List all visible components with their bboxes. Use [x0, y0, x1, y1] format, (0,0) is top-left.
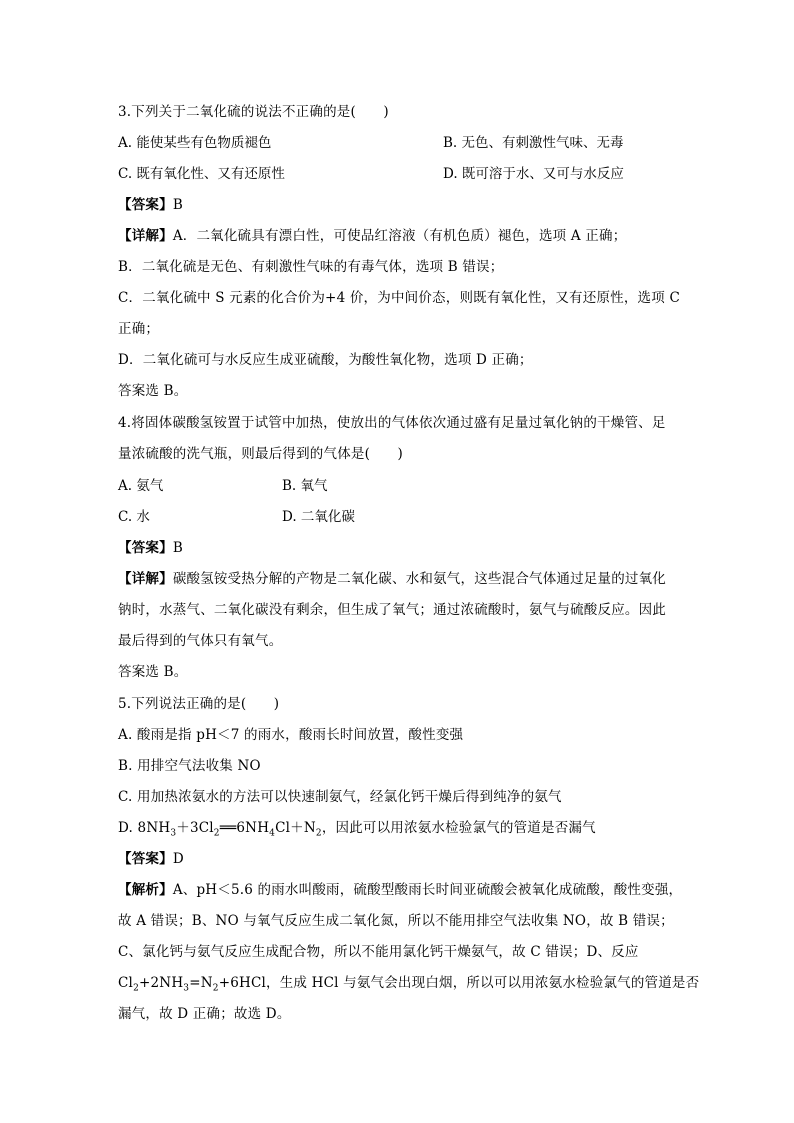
eq-sub: 2 — [133, 983, 139, 994]
q5-stem: 5.下列说法正确的是( ) — [118, 696, 280, 712]
eq-sub: 2 — [315, 828, 322, 839]
q4-detail-line-3: 最后得到的气体只有氧气。 — [118, 633, 283, 649]
q4-answer — [118, 538, 183, 558]
eq-part: =N — [189, 975, 213, 991]
q4-option-b: B. 氧气 — [282, 478, 328, 494]
q5-option-d — [118, 818, 596, 838]
eq-part: D. 8NH — [118, 820, 171, 836]
eq-sub: 2 — [212, 983, 219, 994]
eq-part: Cl — [118, 975, 134, 991]
detail-label: 【详解】 — [118, 571, 173, 587]
detail-label: 【详解】 — [118, 228, 173, 244]
q3-detail-line-5: D．二氧化硫可与水反应生成亚硫酸，为酸性氧化物，选项 D 正确； — [118, 352, 533, 368]
q5-detail-line-4 — [118, 973, 699, 993]
detail-text: A．二氧化硫具有漂白性，可使品红溶液（有机色质）褪色，选项 A 正确； — [172, 228, 627, 244]
q3-detail-line-2: B．二氧化硫是无色、有刺激性气味的有毒气体，选项 B 错误； — [118, 259, 504, 275]
q4-conclusion: 答案选 B。 — [118, 664, 188, 680]
q3-option-b: B. 无色、有刺激性气味、无毒 — [443, 135, 624, 151]
q3-stem: 3.下列关于二氧化硫的说法不正确的是( ) — [118, 104, 389, 120]
answer-label: 【答案】 — [118, 540, 173, 556]
eq-sub: 2 — [213, 828, 220, 839]
q4-detail-line-1 — [118, 569, 666, 589]
eq-part: ，因此可以用浓氨水检验氯气的管道是否漏气 — [321, 820, 596, 836]
eq-part: +6HCl，生成 HCl 与氨气会出现白烟，所以可以用浓氨水检验氯气的管道是否 — [218, 975, 700, 991]
q5-detail-line-3: C、氯化钙与氨气反应生成配合物，所以不能用氯化钙干燥氨气，故 C 错误；D、反应 — [118, 944, 639, 960]
eq-sub: 4 — [269, 828, 276, 839]
q5-detail-line-5: 漏气，故 D 正确；故选 D。 — [118, 1006, 291, 1022]
q3-option-a: A. 能使某些有色物质褪色 — [118, 135, 272, 151]
eq-sub: 3 — [170, 828, 177, 839]
q4-detail-line-2: 钠时，水蒸气、二氧化碳没有剩余，但生成了氧气；通过浓硫酸时，氨气与硫酸反应。因此 — [118, 602, 666, 618]
q4-option-c: C. 水 — [118, 509, 150, 525]
q4-stem-line-2: 量浓硫酸的洗气瓶，则最后得到的气体是( ) — [118, 446, 403, 462]
q5-answer — [118, 849, 184, 869]
detail-text: 碳酸氢铵受热分解的产物是二氧化碳、水和氨气，这些混合气体通过足量的过氧化 — [172, 571, 667, 587]
q5-option-a: A. 酸雨是指 pH＜7 的雨水，酸雨长时间放置，酸性变强 — [118, 727, 464, 743]
q3-answer — [118, 195, 183, 215]
eq-part: Cl＋N — [275, 820, 316, 836]
q3-detail-line-1 — [118, 226, 626, 246]
eq-part: ══6NH — [219, 820, 270, 836]
answer-label: 【答案】 — [118, 197, 173, 213]
answer-value: D — [172, 851, 184, 867]
q5-detail-line-2: 故 A 错误；B、NO 与氧气反应生成二氧化氮，所以不能用排空气法收集 NO，故 B 错误； — [118, 913, 674, 929]
q3-option-d: D. 既可溶于水、又可与水反应 — [443, 166, 624, 182]
q3-conclusion: 答案选 B。 — [118, 383, 188, 399]
answer-label: 【答案】 — [118, 851, 173, 867]
q4-option-a: A. 氨气 — [118, 478, 164, 494]
q3-option-c: C. 既有氧化性、又有还原性 — [118, 166, 285, 182]
q4-option-d: D. 二氧化碳 — [282, 509, 355, 525]
q5-option-c: C. 用加热浓氨水的方法可以快速制氨气，经氯化钙干燥后得到纯净的氨气 — [118, 789, 562, 805]
answer-value: B — [172, 197, 183, 213]
detail-label: 【解析】 — [118, 882, 173, 898]
detail-text: A、pH＜5.6 的雨水叫酸雨，硫酸型酸雨长时间亚硫酸会被氧化成硫酸，酸性变强， — [172, 882, 683, 898]
eq-part: ＋3Cl — [176, 820, 214, 836]
q5-detail-line-1 — [118, 880, 682, 900]
eq-sub: 3 — [183, 983, 190, 994]
q3-detail-line-3: C．二氧化硫中 S 元素的化合价为+4 价，为中间价态，则既有氧化性，又有还原性，选项 C — [118, 290, 680, 306]
q3-detail-line-4: 正确； — [118, 321, 160, 337]
q4-stem-line-1: 4.将固体碳酸氢铵置于试管中加热，使放出的气体依次通过盛有足量过氧化钠的干燥管、足 — [118, 415, 666, 431]
q5-option-b: B. 用排空气法收集 NO — [118, 758, 261, 774]
eq-part: +2NH — [139, 975, 184, 991]
answer-value: B — [172, 540, 183, 556]
